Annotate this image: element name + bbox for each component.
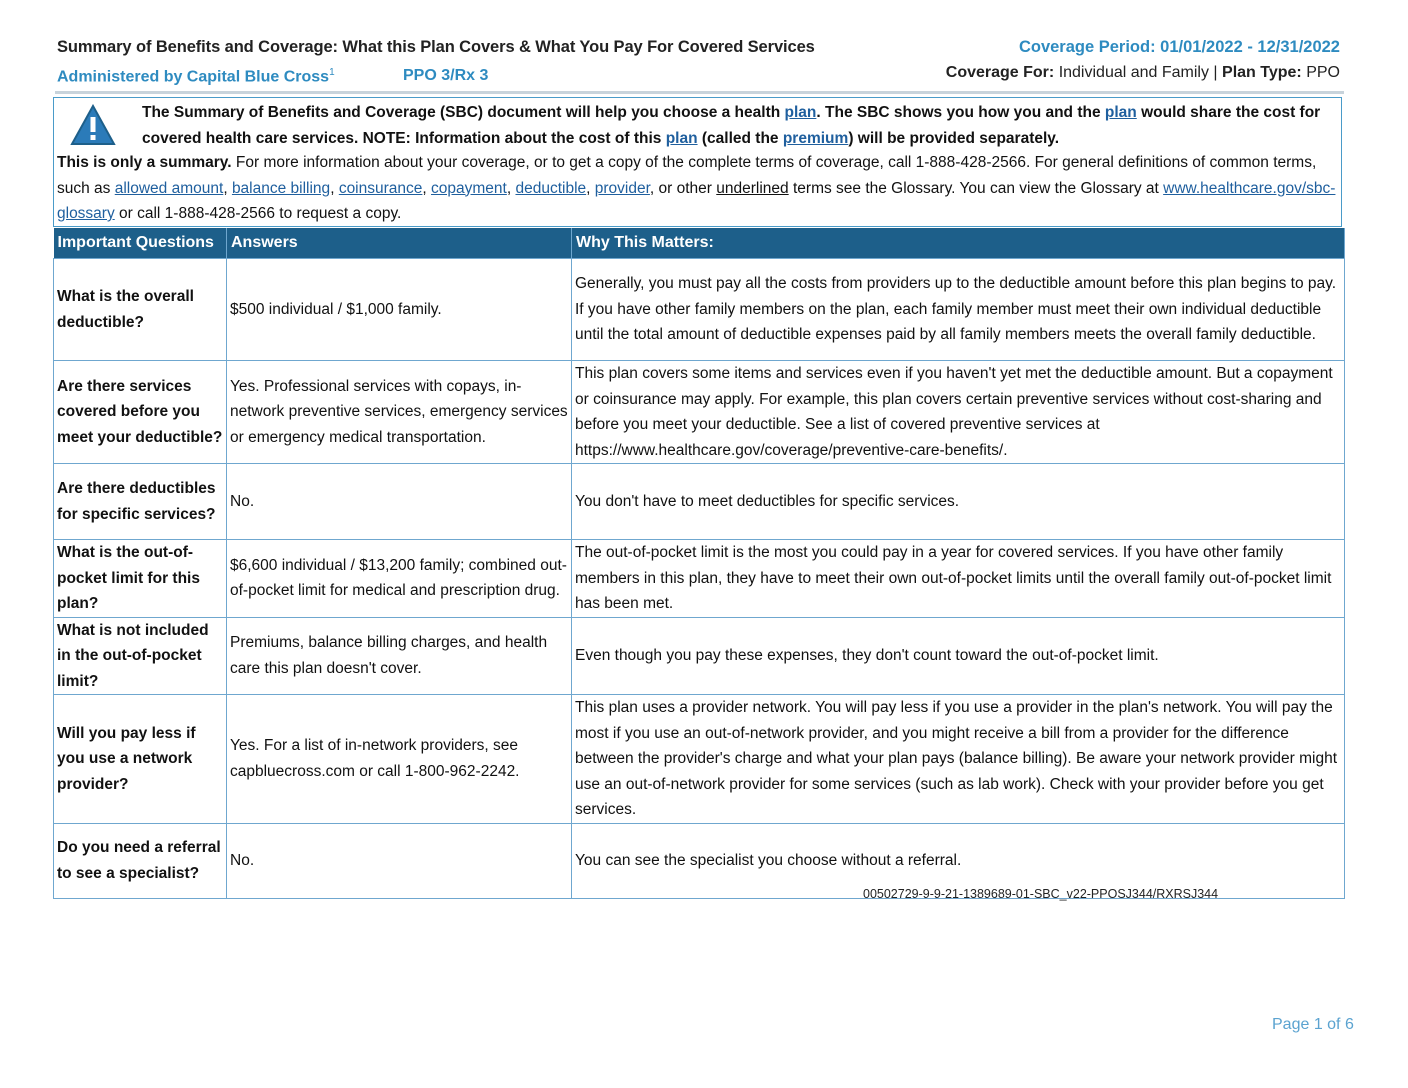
- table-row: [54, 540, 1345, 618]
- lead-text: The Summary of Benefits and Coverage (SBC) document will help you choose a health: [142, 104, 785, 121]
- plan-link[interactable]: plan: [1104, 104, 1137, 121]
- coverage-period: Coverage Period: 01/01/2022 - 12/31/2022: [1018, 38, 1340, 56]
- question-cell: What is not included in the out-of-pocket limit?: [54, 617, 227, 695]
- notice-lead: [142, 100, 1332, 151]
- footnote-marker: 1: [329, 67, 335, 78]
- plan-link[interactable]: plan: [784, 104, 817, 121]
- notice-box: [53, 97, 1342, 227]
- term-link[interactable]: provider: [594, 179, 650, 197]
- header-divider: [55, 91, 1344, 94]
- term-link[interactable]: copayment: [431, 179, 507, 197]
- body-text: or call 1-888-428-2566 to request a copy.: [114, 205, 402, 222]
- why-cell: You don't have to meet deductibles for specific services.: [572, 464, 1345, 540]
- question-cell: Do you need a referral to see a specialist?: [54, 823, 227, 898]
- answer-cell: $500 individual / $1,000 family.: [227, 259, 572, 361]
- administrator: [57, 67, 335, 86]
- column-header: Important Questions: [54, 228, 227, 259]
- why-cell: You can see the specialist you choose without a referral.: [572, 823, 1345, 898]
- term-link[interactable]: allowed amount: [114, 179, 224, 197]
- answer-cell: Premiums, balance billing charges, and health care this plan doesn't cover.: [227, 617, 572, 695]
- summary-bold: This is only a summary.: [57, 154, 232, 171]
- plan-link[interactable]: plan: [665, 129, 698, 147]
- sbc-table: [53, 228, 1345, 899]
- table-row: [54, 695, 1345, 824]
- answer-cell: Yes. Professional services with copays, in-network preventive services, emergency services or emergency medical transportation.: [227, 361, 572, 464]
- plan-type-label: Plan Type:: [1222, 64, 1302, 81]
- notice-body: This is only a summary. For more information about your coverage, or to get a copy of the complete terms of coverage, call 1-888-428-2566. For general definitions of common terms, such as allowed amount, balance billing, coinsurance, copayment, deductible, provider, or other underlined terms see the Glossary. You can view the Glossary at www.healthcare.gov/sbc-glossary or call 1-888-428-2566 to request a copy.: [57, 154, 1336, 222]
- body-text: terms see the Glossary. You can view the Glossary at: [788, 179, 1164, 197]
- warning-triangle-icon: [70, 104, 116, 146]
- why-cell: Generally, you must pay all the costs from providers up to the deductible amount before this plan begins to pay. If you have other family members on the plan, each family member must meet their own individual deductible until the total amount of deductible expenses paid by all family members meets the overall family deductible.: [572, 259, 1345, 361]
- plan-code: PPO 3/Rx 3: [403, 67, 489, 84]
- answer-cell: No.: [227, 823, 572, 898]
- lead-text: (called the: [697, 129, 783, 147]
- plan-type-value: PPO: [1306, 64, 1340, 81]
- lead-text: would share the cost for covered health care services. NOTE: Information about the cost of this: [142, 104, 1321, 147]
- column-header: Answers: [227, 228, 572, 259]
- why-cell: This plan covers some items and services even if you haven't yet met the deductible amount. But a copayment or coinsurance may apply. For example, this plan covers certain preventive services without cost-sharing and before you meet your deductible. See a list of covered preventive services at https://www.healthcare.gov/coverage/preventive-care-benefits/.: [572, 361, 1345, 464]
- term-link[interactable]: balance billing: [231, 179, 331, 197]
- answer-cell: Yes. For a list of in-network providers, see capbluecross.com or call 1-800-962-2242.: [227, 695, 572, 824]
- question-cell: What is the overall deductible?: [54, 259, 227, 361]
- document-title: Summary of Benefits and Coverage: What this Plan Covers & What You Pay For Covered Services: [57, 38, 815, 56]
- term-link[interactable]: coinsurance: [338, 179, 423, 197]
- lead-text: ) will be provided separately.: [848, 129, 1060, 147]
- coverage-for: Coverage For: Individual and Family | Plan Type: PPO: [945, 64, 1340, 81]
- answer-cell: No.: [227, 464, 572, 540]
- question-cell: What is the out-of-pocket limit for this plan?: [54, 540, 227, 618]
- coverage-for-label: Coverage For:: [945, 64, 1055, 81]
- document-code: 00502729-9-9-21-1389689-01-SBC_v22-PPOSJ344/RXRSJ344: [863, 887, 1219, 901]
- table-row: [54, 259, 1345, 361]
- answer-cell: $6,600 individual / $13,200 family; combined out-of-pocket limit for medical and prescription drug.: [227, 540, 572, 618]
- table-row: [54, 361, 1345, 464]
- column-header: Why This Matters:: [572, 228, 1345, 259]
- question-cell: Are there deductibles for specific services?: [54, 464, 227, 540]
- body-text: , or other: [649, 179, 717, 197]
- page-number: Page 1 of 6: [1272, 1016, 1354, 1033]
- premium-link[interactable]: premium: [782, 129, 849, 147]
- question-cell: Will you pay less if you use a network provider?: [54, 695, 227, 824]
- why-cell: This plan uses a provider network. You will pay less if you use a provider in the plan's network. You will pay the most if you use an out-of-network provider, and you might receive a bill from a provider for the difference between the provider's charge and what your plan pays (balance billing). Be aware your network provider might use an out-of-network provider for some services (such as lab work). Check with your provider before you get services.: [572, 695, 1345, 824]
- table-header-row: [54, 228, 1345, 259]
- glossary-link[interactable]: www.healthcare.gov/sbc-glossary: [57, 179, 1336, 222]
- why-cell: Even though you pay these expenses, they don't count toward the out-of-pocket limit.: [572, 617, 1345, 695]
- table-row: [54, 617, 1345, 695]
- lead-text: . The SBC shows you how you and the: [816, 104, 1105, 121]
- body-text: For more information about your coverage, or to get a copy of the complete terms of coverage, call 1-888-428-2566. For general definitions of common terms, such as: [57, 154, 1317, 197]
- table-row: [54, 464, 1345, 540]
- question-cell: Are there services covered before you meet your deductible?: [54, 361, 227, 464]
- why-cell: The out-of-pocket limit is the most you could pay in a year for covered services. If you have other family members in this plan, they have to meet their own out-of-pocket limits until the overall family out-of-pocket limit has been met.: [572, 540, 1345, 618]
- administrator-text: Administered by Capital Blue Cross: [57, 68, 330, 86]
- term-link[interactable]: deductible: [515, 179, 587, 197]
- coverage-for-value: Individual and Family: [1058, 64, 1209, 81]
- underlined-word: underlined: [716, 179, 789, 197]
